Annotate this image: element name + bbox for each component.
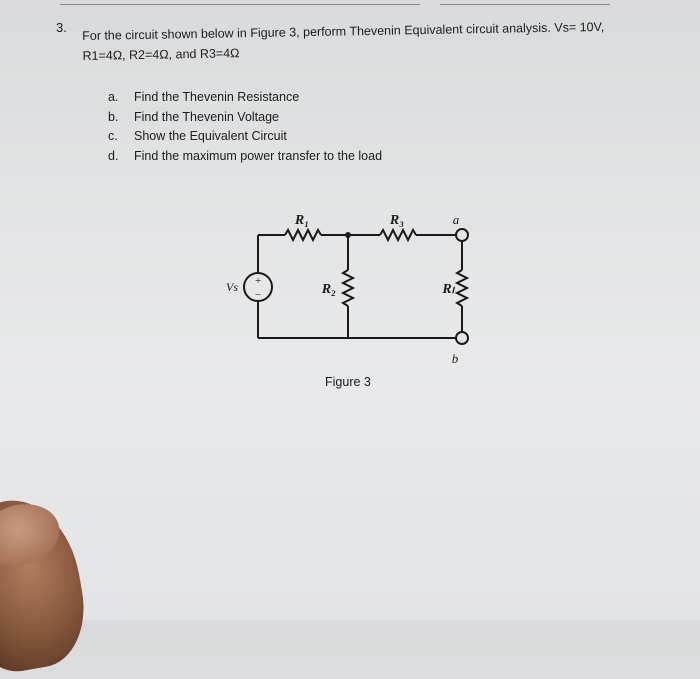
label-rl: Rₗ: [442, 282, 454, 297]
page-top-rule-right: [440, 4, 610, 5]
subpart-letter: b.: [108, 109, 119, 124]
label-r3: R₃: [389, 213, 405, 228]
page-top-rule-left: [60, 4, 420, 5]
subpart-letter: c.: [108, 129, 118, 143]
question-text: [82, 16, 683, 66]
junction-dot: [345, 232, 351, 238]
question-number: 3.: [56, 20, 67, 35]
vs-plus-sign: +: [254, 275, 262, 287]
subpart-letter: d.: [108, 148, 119, 163]
question-line-1: For the circuit shown below in Figure 3, perform Thevenin Equivalent circuit analysis. Vs= 10V,: [82, 19, 605, 43]
subpart-text: Show the Equivalent Circuit: [134, 129, 287, 143]
subpart-d: [108, 147, 382, 167]
circuit-diagram: [200, 200, 500, 370]
subpart-b: [108, 108, 382, 128]
subpart-text: Find the Thevenin Resistance: [134, 90, 300, 104]
vs-minus-sign: −: [254, 289, 262, 301]
question-subparts: [108, 88, 382, 166]
subpart-c: [108, 127, 382, 147]
subpart-text: Find the Thevenin Voltage: [134, 109, 280, 124]
terminal-a-icon: [456, 229, 468, 241]
label-r2: R₂: [321, 282, 336, 297]
subpart-letter: a.: [108, 90, 119, 104]
figure-caption: Figure 3: [325, 375, 371, 389]
label-terminal-a: a: [452, 212, 460, 227]
subpart-text: Find the maximum power transfer to the load: [134, 148, 383, 163]
label-terminal-b: b: [451, 351, 459, 366]
resistor-rl: [457, 270, 467, 306]
question-line-2: R1=4Ω, R2=4Ω, and R3=4Ω: [82, 46, 240, 63]
resistor-r1: [285, 230, 321, 240]
label-r1: R₁: [294, 213, 310, 228]
resistor-r3: [380, 230, 416, 240]
resistor-r2: [343, 270, 353, 306]
terminal-b-icon: [456, 332, 468, 344]
label-vs: Vs: [226, 280, 238, 294]
subpart-a: [108, 88, 382, 108]
